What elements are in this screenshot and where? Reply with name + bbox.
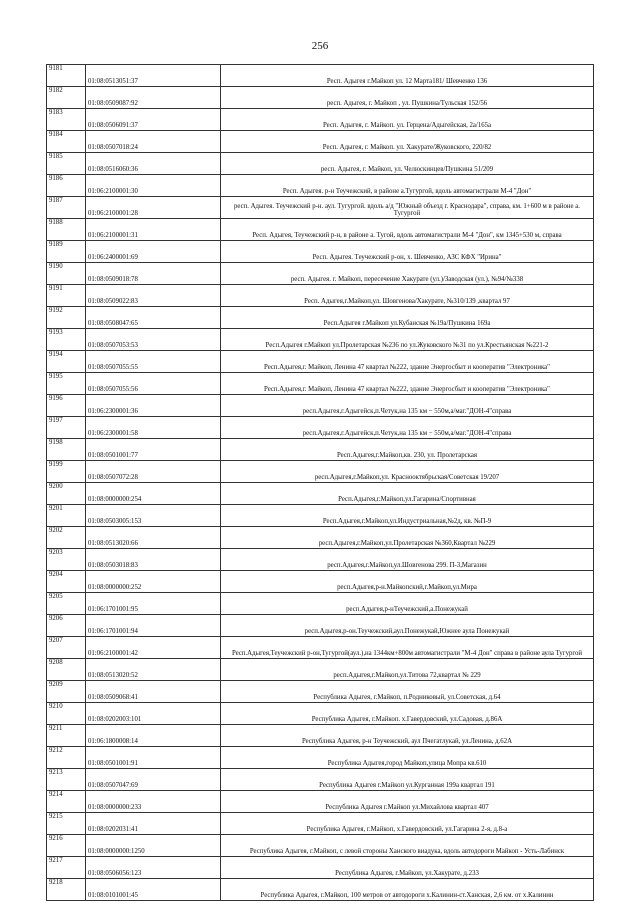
- address-cell: Респ.Адыгея,г. Майкоп, Ленина 47 квартал №222, здание Энергосбыт и кооператив "Электроника": [221, 373, 594, 395]
- row-number-cell: 9200: [47, 483, 86, 505]
- address-cell: Республика Адыгея, г.Майкоп, с левой стороны Ханского виадука, вдоль автодороги Майкоп - Усть-Лабинск: [221, 835, 594, 857]
- address-cell: Республика Адыгея, г.Майкоп, ул.Хакурате, д.233: [221, 857, 594, 879]
- table-row: [47, 857, 594, 879]
- address-cell: респ.Адыгея,г.Майкоп,ул.Пролетарская №360,Квартал №229: [221, 527, 594, 549]
- table-row: [47, 879, 594, 901]
- cadastral-number-cell: 01:08:0000000:233: [86, 791, 221, 813]
- row-number-cell: 9195: [47, 373, 86, 395]
- cadastral-number-cell: 01:08:0202031:41: [86, 813, 221, 835]
- table-row: [47, 725, 594, 747]
- row-number-cell: 9185: [47, 153, 86, 175]
- table-row: [47, 505, 594, 527]
- page-number: 256: [311, 40, 329, 52]
- cadastral-number-cell: 01:08:0507018:24: [86, 131, 221, 153]
- table-row: [47, 307, 594, 329]
- table-row: [47, 637, 594, 659]
- cadastral-number-cell: 01:08:0506056:123: [86, 857, 221, 879]
- table-row: [47, 461, 594, 483]
- cadastral-number-cell: 01:06:1701001:94: [86, 615, 221, 637]
- table-row: [47, 593, 594, 615]
- address-cell: респ.Адыгея,р-н.Майкопский,г.Майкоп,ул.Мира: [221, 571, 594, 593]
- cadastral-number-cell: 01:08:0508047:65: [86, 307, 221, 329]
- cadastral-number-cell: 01:08:0513020:66: [86, 527, 221, 549]
- cadastral-number-cell: 01:08:0503005:153: [86, 505, 221, 527]
- table-row: [47, 153, 594, 175]
- row-number-cell: 9181: [47, 65, 86, 87]
- address-cell: респ.Адыгея,р-он.Теучежский,аул.Понежукай,Южнее аула Понежукай: [221, 615, 594, 637]
- cadastral-number-cell: 01:08:0509018:78: [86, 263, 221, 285]
- registry-table: [46, 64, 594, 901]
- table-row: [47, 197, 594, 219]
- address-cell: респ.Адыгея,г.Адыгейск,п.Четук,на 135 км − 550м,а/маг."ДОН-4"справа: [221, 395, 594, 417]
- cadastral-number-cell: 01:08:0101001:45: [86, 879, 221, 901]
- address-cell: Респ.Адыгея,г.Майкоп,кв. 230, ул. Пролетарская: [221, 439, 594, 461]
- table-row: [47, 175, 594, 197]
- cadastral-number-cell: 01:06:1800008:14: [86, 725, 221, 747]
- table-row: [47, 87, 594, 109]
- table-row: [47, 65, 594, 87]
- row-number-cell: 9208: [47, 659, 86, 681]
- row-number-cell: 9192: [47, 307, 86, 329]
- table-row: [47, 329, 594, 351]
- row-number-cell: 9187: [47, 197, 86, 219]
- cadastral-number-cell: 01:08:0516060:36: [86, 153, 221, 175]
- table-row: [47, 769, 594, 791]
- address-cell: Республика Адыгея, р-н Теучежский, аул Пчегатлукай, ул.Ленина, д.62А: [221, 725, 594, 747]
- row-number-cell: 9191: [47, 285, 86, 307]
- cadastral-number-cell: 01:08:0501001:91: [86, 747, 221, 769]
- address-cell: Респ. Адыгея, г. Майкоп. ул. Герцена/Адыгейская, 2а/165а: [221, 109, 594, 131]
- row-number-cell: 9204: [47, 571, 86, 593]
- table-row: [47, 395, 594, 417]
- address-cell: Респ.Адыгея,г. Майкоп, Ленина 47 квартал №222, здание Энергосбыт и кооператив "Электроника": [221, 351, 594, 373]
- row-number-cell: 9215: [47, 813, 86, 835]
- row-number-cell: 9196: [47, 395, 86, 417]
- cadastral-number-cell: 01:08:0513020:52: [86, 659, 221, 681]
- address-cell: Республика Адыгея,город Майкоп,улица Мопра кв.610: [221, 747, 594, 769]
- cadastral-number-cell: 01:08:0507055:56: [86, 373, 221, 395]
- table-row: [47, 131, 594, 153]
- cadastral-number-cell: 01:08:0000000:254: [86, 483, 221, 505]
- row-number-cell: 9199: [47, 461, 86, 483]
- address-cell: Республика Адыгея, г.Майкоп, п.Родниковый, ул.Советская, д.64: [221, 681, 594, 703]
- table-row: [47, 659, 594, 681]
- address-cell: респ. Адыгея, г. Майкоп, ул. Челюскинцев/Пушкина 51/209: [221, 153, 594, 175]
- cadastral-number-cell: 01:06:2300001:58: [86, 417, 221, 439]
- cadastral-number-cell: 01:08:0000000:252: [86, 571, 221, 593]
- address-cell: респ. Адыгея, г. Майкоп , ул. Пушкина/Тульская 152/56: [221, 87, 594, 109]
- address-cell: Респ.Адыгея,Теучежский р-он,Тугургой(аул.),на 1344км+800м автомагистрали "М-4 Дон" справа в районе аула Тугургой: [221, 637, 594, 659]
- table-row: [47, 439, 594, 461]
- table-row: [47, 241, 594, 263]
- row-number-cell: 9186: [47, 175, 86, 197]
- cadastral-number-cell: 01:08:0507053:53: [86, 329, 221, 351]
- address-cell: Респ. Адыгея. р-н Теучежский, в районе а.Тугургой, вдоль автомагистрали М-4 "Дон": [221, 175, 594, 197]
- row-number-cell: 9217: [47, 857, 86, 879]
- row-number-cell: 9189: [47, 241, 86, 263]
- cadastral-number-cell: 01:06:2100001:30: [86, 175, 221, 197]
- row-number-cell: 9218: [47, 879, 86, 901]
- cadastral-number-cell: 01:08:0507047:69: [86, 769, 221, 791]
- row-number-cell: 9209: [47, 681, 86, 703]
- address-cell: Респ. Адыгея, г. Майкоп. ул. Хакурате/Жуковского, 220/82: [221, 131, 594, 153]
- row-number-cell: 9188: [47, 219, 86, 241]
- address-cell: Республика Адыгея г.Майкоп ул.Курганная 199а квартал 191: [221, 769, 594, 791]
- address-cell: Респ. Адыгея г.Майкоп ул. 12 Марта181/ Шевченко 136: [221, 65, 594, 87]
- table-row: [47, 571, 594, 593]
- cadastral-number-cell: 01:08:0507055:55: [86, 351, 221, 373]
- table-row: [47, 527, 594, 549]
- address-cell: респ.Адыгея,г.Майкоп,ул.Титова 72,квартал № 229: [221, 659, 594, 681]
- cadastral-number-cell: 01:08:0202003:101: [86, 703, 221, 725]
- address-cell: Респ.Адыгея,г.Майкоп,ул.Гагарина/Спортивная: [221, 483, 594, 505]
- row-number-cell: 9183: [47, 109, 86, 131]
- row-number-cell: 9207: [47, 637, 86, 659]
- table-row: [47, 835, 594, 857]
- address-cell: Республика Адыгея, г.Майкоп. х.Гавердовский, ул.Садовая, д.86А: [221, 703, 594, 725]
- row-number-cell: 9194: [47, 351, 86, 373]
- cadastral-number-cell: 01:06:2300001:36: [86, 395, 221, 417]
- row-number-cell: 9216: [47, 835, 86, 857]
- table-row: [47, 747, 594, 769]
- table-row: [47, 109, 594, 131]
- cadastral-number-cell: 01:06:2100001:42: [86, 637, 221, 659]
- table-row: [47, 263, 594, 285]
- address-cell: респ. Адыгея. Теучежский р-н. аул. Тугургой. вдоль а/д "Южный объезд г. Краснодара", справа, км. 1+600 м в районе а. Тугургой: [221, 197, 594, 219]
- cadastral-number-cell: 01:06:2400001:69: [86, 241, 221, 263]
- row-number-cell: 9206: [47, 615, 86, 637]
- row-number-cell: 9210: [47, 703, 86, 725]
- address-cell: Респ. Адыгея, Теучежский р-н, в районе а. Тугой, вдоль автомагистрали М-4 "Дон", км 1345+530 м, справа: [221, 219, 594, 241]
- row-number-cell: 9211: [47, 725, 86, 747]
- cadastral-number-cell: 01:06:2100001:28: [86, 197, 221, 219]
- table-row: [47, 791, 594, 813]
- address-cell: Респ. Адыгея,г.Майкоп,ул. Шовгенова/Хакурате, №310/139 ,квартал 97: [221, 285, 594, 307]
- cadastral-number-cell: 01:08:0000000:1250: [86, 835, 221, 857]
- table-row: [47, 417, 594, 439]
- address-cell: респ.Адыгея,г.Адыгейск,п.Четук,на 135 км − 550м,а/маг."ДОН-4"справа: [221, 417, 594, 439]
- row-number-cell: 9213: [47, 769, 86, 791]
- cadastral-number-cell: 01:08:0501001:77: [86, 439, 221, 461]
- address-cell: респ.Адыгея,г.Майкоп,ул.Шовгенова 299. П-3,Магазин: [221, 549, 594, 571]
- cadastral-number-cell: 01:08:0507072:28: [86, 461, 221, 483]
- row-number-cell: 9193: [47, 329, 86, 351]
- row-number-cell: 9201: [47, 505, 86, 527]
- cadastral-number-cell: 01:06:1701001:95: [86, 593, 221, 615]
- cadastral-number-cell: 01:08:0506091:37: [86, 109, 221, 131]
- address-cell: Республика Адыгея, г.Майкоп, 100 метров от автодороги х.Калинин-ст.Ханская, 2,6 км. от х.Калинин: [221, 879, 594, 901]
- table-row: [47, 549, 594, 571]
- address-cell: респ. Адыгея. г. Майкоп, пересечение Хакурате (ул.)/Заводская (ул.), №94/№338: [221, 263, 594, 285]
- registry-table-body: [47, 65, 594, 901]
- table-row: [47, 813, 594, 835]
- row-number-cell: 9203: [47, 549, 86, 571]
- address-cell: Респ.Адыгея г.Майкоп ул.Кубанская №19а/Пушкина 169а: [221, 307, 594, 329]
- table-row: [47, 219, 594, 241]
- table-row: [47, 351, 594, 373]
- row-number-cell: 9184: [47, 131, 86, 153]
- cadastral-number-cell: 01:08:0513051:37: [86, 65, 221, 87]
- row-number-cell: 9205: [47, 593, 86, 615]
- row-number-cell: 9190: [47, 263, 86, 285]
- table-row: [47, 483, 594, 505]
- address-cell: респ.Адыгея,г.Майкоп,ул. Краснооктябрьская/Советская 19/207: [221, 461, 594, 483]
- address-cell: респ.Адыгея,р-нТеучежский,а.Понежукай: [221, 593, 594, 615]
- table-row: [47, 285, 594, 307]
- address-cell: Республика Адыгея г.Майкоп ул.Михайлова квартал 407: [221, 791, 594, 813]
- address-cell: Республика Адыгея, г.Майкоп, х.Гавердовский, ул.Гагарина 2-я, д.8-а: [221, 813, 594, 835]
- table-row: [47, 681, 594, 703]
- table-row: [47, 615, 594, 637]
- cadastral-number-cell: 01:06:2100001:31: [86, 219, 221, 241]
- address-cell: Респ. Адыгея. Теучежский р-он, х. Шевченко, АЗС КФХ "Ирина": [221, 241, 594, 263]
- cadastral-number-cell: 01:08:0509087:92: [86, 87, 221, 109]
- cadastral-number-cell: 01:08:0503018:83: [86, 549, 221, 571]
- row-number-cell: 9198: [47, 439, 86, 461]
- address-cell: Респ.Адыгея г.Майкоп ул.Пролетарская №236 по ул.Жуковского №31 по ул.Крестьянская №221-2: [221, 329, 594, 351]
- row-number-cell: 9202: [47, 527, 86, 549]
- cadastral-number-cell: 01:08:0509022:83: [86, 285, 221, 307]
- row-number-cell: 9212: [47, 747, 86, 769]
- row-number-cell: 9197: [47, 417, 86, 439]
- address-cell: Респ.Адыгея,г.Майкоп,ул.Индустриальная,№2д, кв. №П-9: [221, 505, 594, 527]
- cadastral-number-cell: 01:08:0509068:41: [86, 681, 221, 703]
- table-row: [47, 703, 594, 725]
- table-row: [47, 373, 594, 395]
- row-number-cell: 9214: [47, 791, 86, 813]
- row-number-cell: 9182: [47, 87, 86, 109]
